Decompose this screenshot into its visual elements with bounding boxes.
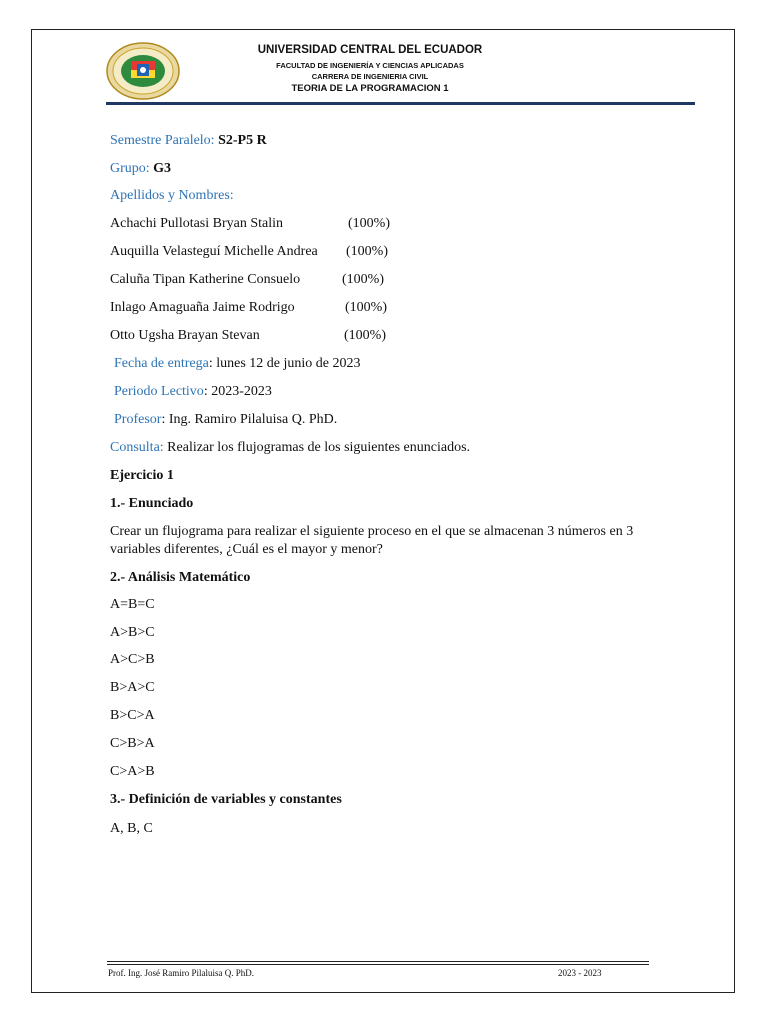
definicion-heading: 3.- Definición de variables y constantes [110,792,342,807]
career-name: CARRERA DE INGENIERIA CIVIL [311,72,429,81]
student-row [110,215,430,233]
case-item: A>C>B [110,652,155,667]
profesor-line [114,411,337,429]
student-pct: (100%) [342,272,384,287]
student-row [110,271,430,289]
profesor-value: : Ing. Ramiro Pilaluisa Q. PhD. [161,412,338,427]
grupo-value: G3 [153,161,172,176]
grupo-line [110,160,171,178]
fecha-value: : lunes 12 de junio de 2023 [208,356,361,371]
student-row [110,299,430,317]
student-pct: (100%) [345,300,387,315]
analisis-heading: 2.- Análisis Matemático [110,570,251,585]
student-name: Inlago Amaguaña Jaime Rodrigo [110,300,295,315]
periodo-value: : 2023-2023 [203,384,272,399]
case-item: C>A>B [110,764,155,779]
case-item: B>C>A [110,708,155,723]
nombres-label: Apellidos y Nombres: [110,188,234,203]
consulta-label: Consulta: [110,440,164,455]
case-item: A>B>C [110,625,155,640]
consulta-line [110,439,470,457]
footer-divider [107,964,649,965]
university-seal-icon [106,42,180,100]
footer-author: Prof. Ing. José Ramiro Pilaluisa Q. PhD. [108,968,254,978]
faculty-name: FACULTAD DE INGENIERÍA Y CIENCIAS APLICADAS [276,61,464,70]
university-name: UNIVERSIDAD CENTRAL DEL ECUADOR [257,44,483,56]
grupo-label: Grupo: [110,161,150,176]
student-pct: (100%) [344,328,386,343]
header-divider [106,102,695,105]
semestre-line [110,132,267,150]
semestre-label: Semestre Paralelo: [110,133,215,148]
student-row [110,327,430,345]
student-pct: (100%) [346,244,388,259]
course-name: TEORIA DE LA PROGRAMACION 1 [291,83,449,94]
case-item: B>A>C [110,680,155,695]
fecha-label: Fecha de entrega [114,356,209,371]
student-pct: (100%) [348,216,390,231]
exercise-title: Ejercicio 1 [110,468,174,483]
student-row [110,243,430,261]
periodo-label: Periodo Lectivo [114,384,204,399]
student-name: Caluña Tipan Katherine Consuelo [110,272,301,287]
student-name: Auquilla Velasteguí Michelle Andrea [110,244,318,259]
enunciado-heading: 1.- Enunciado [110,496,194,511]
student-name: Otto Ugsha Brayan Stevan [110,328,260,343]
variables-text: A, B, C [110,821,153,836]
profesor-label: Profesor [114,412,162,427]
footer-period: 2023 - 2023 [558,968,602,978]
fecha-line [114,355,361,373]
consulta-value: Realizar los flujogramas de los siguientes enunciados. [163,440,471,455]
case-item: A=B=C [110,597,155,612]
student-name: Achachi Pullotasi Bryan Stalin [110,216,284,231]
footer-divider [107,961,649,962]
case-item: C>B>A [110,736,155,751]
periodo-line [114,383,272,401]
enunciado-text: Crear un flujograma para realizar el siguiente proceso en el que se almacenan 3 números en 3 variables diferentes, ¿Cuál es el mayor y menor? [110,524,634,557]
semestre-value: S2-P5 R [218,133,267,148]
